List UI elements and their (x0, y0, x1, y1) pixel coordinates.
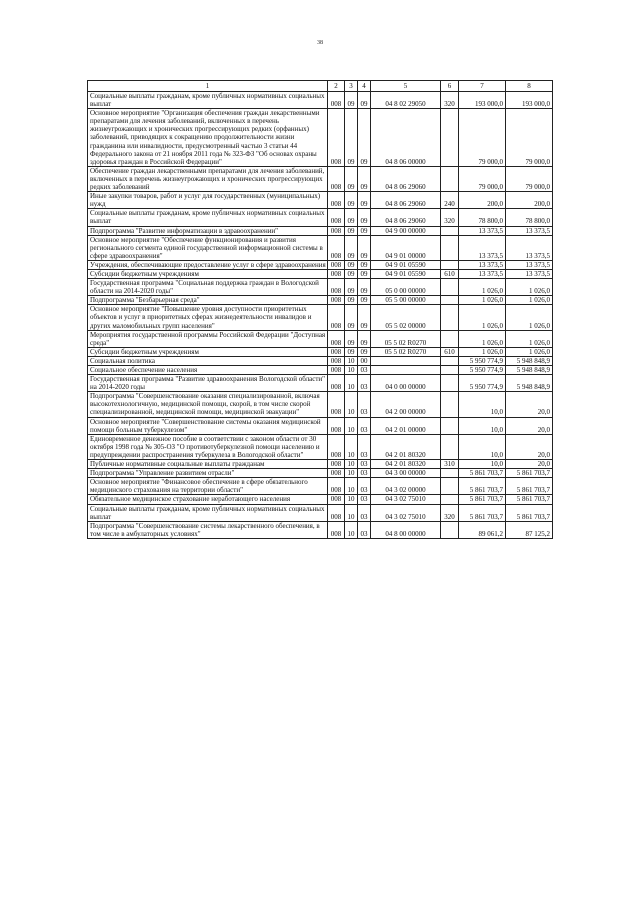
amount-year-1-cell: 13 373,5 (459, 260, 506, 269)
ministry-code-cell: 008 (328, 109, 345, 167)
column-header: 1 (88, 81, 328, 92)
row-name-cell: Социальные выплаты гражданам, кроме публичных нормативных социальных выплат (88, 504, 328, 521)
amount-year-2-cell: 5 948 848,9 (506, 366, 553, 375)
amount-year-1-cell: 5 861 703,7 (459, 469, 506, 478)
section-code-cell: 09 (345, 209, 358, 226)
amount-year-2-cell: 1 026,0 (506, 305, 553, 330)
ministry-code-cell: 008 (328, 92, 345, 109)
ministry-code-cell: 008 (328, 305, 345, 330)
section-code-cell: 10 (345, 521, 358, 538)
subsection-code-cell: 09 (358, 166, 371, 191)
section-code-cell: 09 (345, 279, 358, 296)
column-header: 2 (328, 81, 345, 92)
section-code-cell: 10 (345, 366, 358, 375)
amount-year-2-cell: 20,0 (506, 434, 553, 459)
amount-year-2-cell: 13 373,5 (506, 269, 553, 278)
subsection-code-cell: 03 (358, 417, 371, 434)
ministry-code-cell: 008 (328, 330, 345, 347)
target-article-cell: 04 9 01 05590 (371, 269, 441, 278)
row-name-cell: Обеспечение граждан лекарственными препаратами для лечения заболеваний, включенных в перечень жизнеугрожающих и хронических прогрессирующих редких заболеваний (88, 166, 328, 191)
amount-year-2-cell: 79 000,0 (506, 109, 553, 167)
row-name-cell: Социальные выплаты гражданам, кроме публичных нормативных социальных выплат (88, 209, 328, 226)
column-header: 8 (506, 81, 553, 92)
row-name-cell: Основное мероприятие "Организация обеспечения граждан лекарственными препаратами для лечения заболеваний, включенных в перечень жизнеугрожающих и хронических прогрессирующих редких (орфанных) заболеваний, приводящих к сокращению продолжительности жизни гражданина или инвалидности, предусмотренный частью 3 статьи 44 Федерального закона от 21 ноября 2011 года № 323-ФЗ "Об основах охраны здоровья граждан в Российской Федерации" (88, 109, 328, 167)
amount-year-1-cell: 1 026,0 (459, 279, 506, 296)
expense-type-cell (441, 495, 459, 504)
row-name-cell: Мероприятия государственной программы Российской Федерации "Доступная среда" (88, 330, 328, 347)
subsection-code-cell: 09 (358, 296, 371, 305)
table-row (88, 434, 553, 459)
amount-year-2-cell: 193 000,0 (506, 92, 553, 109)
amount-year-2-cell: 20,0 (506, 417, 553, 434)
row-name-cell: Социальное обеспечение населения (88, 366, 328, 375)
row-name-cell: Основное мероприятие "Повышение уровня доступности приоритетных объектов и услуг в приоритетных сферах жизнедеятельности инвалидов и других маломобильных групп населения" (88, 305, 328, 330)
amount-year-1-cell: 5 950 774,9 (459, 375, 506, 392)
target-article-cell: 04 2 01 80320 (371, 460, 441, 469)
expense-type-cell (441, 356, 459, 365)
target-article-cell: 04 3 02 00000 (371, 478, 441, 495)
column-header: 7 (459, 81, 506, 92)
amount-year-1-cell: 13 373,5 (459, 269, 506, 278)
target-article-cell: 04 3 02 75010 (371, 495, 441, 504)
row-name-cell: Обязательное медицинское страхование неработающего населения (88, 495, 328, 504)
ministry-code-cell: 008 (328, 269, 345, 278)
ministry-code-cell: 008 (328, 260, 345, 269)
table-row (88, 521, 553, 538)
table-row (88, 460, 553, 469)
expense-type-cell: 610 (441, 269, 459, 278)
subsection-code-cell: 03 (358, 366, 371, 375)
ministry-code-cell: 008 (328, 166, 345, 191)
section-code-cell: 09 (345, 330, 358, 347)
amount-year-2-cell: 5 861 703,7 (506, 504, 553, 521)
target-article-cell (371, 356, 441, 365)
amount-year-1-cell: 79 000,0 (459, 166, 506, 191)
table-row (88, 226, 553, 235)
section-code-cell: 09 (345, 347, 358, 356)
column-header: 3 (345, 81, 358, 92)
amount-year-2-cell: 200,0 (506, 192, 553, 209)
expense-type-cell (441, 392, 459, 417)
expense-type-cell: 610 (441, 347, 459, 356)
subsection-code-cell: 09 (358, 279, 371, 296)
ministry-code-cell: 008 (328, 375, 345, 392)
amount-year-1-cell: 1 026,0 (459, 305, 506, 330)
section-code-cell: 09 (345, 305, 358, 330)
ministry-code-cell: 008 (328, 192, 345, 209)
ministry-code-cell: 008 (328, 226, 345, 235)
target-article-cell (371, 366, 441, 375)
ministry-code-cell: 008 (328, 235, 345, 260)
row-name-cell: Подпрограмма "Безбарьерная среда" (88, 296, 328, 305)
amount-year-1-cell: 1 026,0 (459, 296, 506, 305)
amount-year-1-cell: 193 000,0 (459, 92, 506, 109)
amount-year-1-cell: 5 950 774,9 (459, 366, 506, 375)
page-number: 38 (317, 40, 323, 46)
table-header-row (88, 81, 553, 92)
ministry-code-cell: 008 (328, 504, 345, 521)
section-code-cell: 10 (345, 417, 358, 434)
ministry-code-cell: 008 (328, 495, 345, 504)
ministry-code-cell: 008 (328, 417, 345, 434)
amount-year-2-cell: 5 948 848,9 (506, 356, 553, 365)
row-name-cell: Единовременное денежное пособие в соответствии с законом области от 30 октября 1998 года № 305-ОЗ "О противотуберкулезной помощи населению и предупреждении распространения туберкулеза в Вологодской области" (88, 434, 328, 459)
amount-year-2-cell: 1 026,0 (506, 330, 553, 347)
expense-type-cell: 320 (441, 209, 459, 226)
table-row (88, 375, 553, 392)
subsection-code-cell: 09 (358, 192, 371, 209)
table-row (88, 92, 553, 109)
table-row (88, 366, 553, 375)
expense-type-cell (441, 330, 459, 347)
table-row (88, 269, 553, 278)
target-article-cell: 05 5 02 R0270 (371, 330, 441, 347)
section-code-cell: 09 (345, 109, 358, 167)
amount-year-2-cell: 87 125,2 (506, 521, 553, 538)
budget-table (87, 80, 553, 539)
target-article-cell: 04 9 00 00000 (371, 226, 441, 235)
expense-type-cell (441, 434, 459, 459)
amount-year-1-cell: 13 373,5 (459, 235, 506, 260)
target-article-cell: 05 0 00 00000 (371, 279, 441, 296)
subsection-code-cell: 03 (358, 469, 371, 478)
subsection-code-cell: 09 (358, 347, 371, 356)
ministry-code-cell: 008 (328, 356, 345, 365)
expense-type-cell (441, 478, 459, 495)
amount-year-2-cell: 20,0 (506, 460, 553, 469)
subsection-code-cell: 09 (358, 269, 371, 278)
table-row (88, 330, 553, 347)
row-name-cell: Государственная программа "Развитие здравоохранения Вологодской области" на 2014-2020 годы (88, 375, 328, 392)
subsection-code-cell: 03 (358, 375, 371, 392)
table-row (88, 392, 553, 417)
amount-year-1-cell: 10,0 (459, 460, 506, 469)
expense-type-cell (441, 296, 459, 305)
amount-year-2-cell: 5 861 703,7 (506, 495, 553, 504)
amount-year-1-cell: 78 800,0 (459, 209, 506, 226)
amount-year-1-cell: 10,0 (459, 434, 506, 459)
section-code-cell: 10 (345, 495, 358, 504)
amount-year-2-cell: 78 800,0 (506, 209, 553, 226)
amount-year-1-cell: 79 000,0 (459, 109, 506, 167)
target-article-cell: 05 5 02 00000 (371, 305, 441, 330)
section-code-cell: 09 (345, 226, 358, 235)
ministry-code-cell: 008 (328, 279, 345, 296)
expense-type-cell (441, 109, 459, 167)
target-article-cell: 04 9 01 05590 (371, 260, 441, 269)
subsection-code-cell: 03 (358, 460, 371, 469)
table-row (88, 279, 553, 296)
table-row (88, 209, 553, 226)
table-row (88, 417, 553, 434)
table-row (88, 260, 553, 269)
section-code-cell: 10 (345, 434, 358, 459)
table-row (88, 469, 553, 478)
target-article-cell: 04 8 06 29060 (371, 209, 441, 226)
subsection-code-cell: 03 (358, 521, 371, 538)
expense-type-cell (441, 166, 459, 191)
amount-year-1-cell: 5 950 774,9 (459, 356, 506, 365)
row-name-cell: Подпрограмма "Развитие информатизации в здравоохранении" (88, 226, 328, 235)
expense-type-cell (441, 260, 459, 269)
expense-type-cell (441, 279, 459, 296)
target-article-cell: 05 5 02 R0270 (371, 347, 441, 356)
subsection-code-cell: 03 (358, 504, 371, 521)
row-name-cell: Основное мероприятие "Обеспечение функционирования и развития регионального сегмента единой государственной информационной системы в сфере здравоохранения" (88, 235, 328, 260)
row-name-cell: Государственная программа "Социальная поддержка граждан в Вологодской области на 2014-2020 годы" (88, 279, 328, 296)
subsection-code-cell: 09 (358, 226, 371, 235)
expense-type-cell (441, 521, 459, 538)
column-header: 6 (441, 81, 459, 92)
row-name-cell: Основное мероприятие "Совершенствование системы оказания медицинской помощи больным туберкулезом" (88, 417, 328, 434)
table-row (88, 504, 553, 521)
row-name-cell: Подпрограмма "Совершенствование оказания специализированной, включая высокотехнологичную, медицинской помощи, скорой, в том числе скорой специализированной, медицинской помощи, медицинской эвакуации" (88, 392, 328, 417)
row-name-cell: Социальные выплаты гражданам, кроме публичных нормативных социальных выплат (88, 92, 328, 109)
ministry-code-cell: 008 (328, 460, 345, 469)
table-row (88, 296, 553, 305)
amount-year-1-cell: 200,0 (459, 192, 506, 209)
amount-year-1-cell: 1 026,0 (459, 330, 506, 347)
target-article-cell: 04 8 00 00000 (371, 521, 441, 538)
section-code-cell: 10 (345, 504, 358, 521)
section-code-cell: 10 (345, 469, 358, 478)
target-article-cell: 05 5 00 00000 (371, 296, 441, 305)
ministry-code-cell: 008 (328, 434, 345, 459)
expense-type-cell: 320 (441, 92, 459, 109)
ministry-code-cell: 008 (328, 366, 345, 375)
ministry-code-cell: 008 (328, 209, 345, 226)
amount-year-1-cell: 1 026,0 (459, 347, 506, 356)
subsection-code-cell: 09 (358, 109, 371, 167)
amount-year-2-cell: 5 861 703,7 (506, 478, 553, 495)
amount-year-2-cell: 20,0 (506, 392, 553, 417)
target-article-cell: 04 9 01 00000 (371, 235, 441, 260)
target-article-cell: 04 3 02 75010 (371, 504, 441, 521)
subsection-code-cell: 09 (358, 209, 371, 226)
target-article-cell: 04 3 00 00000 (371, 469, 441, 478)
target-article-cell: 04 0 00 00000 (371, 375, 441, 392)
expense-type-cell (441, 226, 459, 235)
section-code-cell: 10 (345, 356, 358, 365)
section-code-cell: 10 (345, 460, 358, 469)
target-article-cell: 04 8 02 29050 (371, 92, 441, 109)
section-code-cell: 09 (345, 260, 358, 269)
expense-type-cell (441, 417, 459, 434)
section-code-cell: 10 (345, 478, 358, 495)
row-name-cell: Публичные нормативные социальные выплаты гражданам (88, 460, 328, 469)
row-name-cell: Субсидии бюджетным учреждениям (88, 269, 328, 278)
target-article-cell: 04 2 00 00000 (371, 392, 441, 417)
subsection-code-cell: 03 (358, 392, 371, 417)
section-code-cell: 10 (345, 392, 358, 417)
row-name-cell: Основное мероприятие "Финансовое обеспечение в сфере обязательного медицинского страхования на территории области" (88, 478, 328, 495)
row-name-cell: Подпрограмма "Совершенствование системы лекарственного обеспечения, в том числе в амбулаторных условиях" (88, 521, 328, 538)
expense-type-cell: 240 (441, 192, 459, 209)
section-code-cell: 09 (345, 166, 358, 191)
subsection-code-cell: 09 (358, 260, 371, 269)
amount-year-1-cell: 13 373,5 (459, 226, 506, 235)
ministry-code-cell: 008 (328, 469, 345, 478)
subsection-code-cell: 09 (358, 235, 371, 260)
table-row (88, 235, 553, 260)
subsection-code-cell: 03 (358, 434, 371, 459)
table-row (88, 192, 553, 209)
target-article-cell: 04 8 06 29060 (371, 166, 441, 191)
section-code-cell: 10 (345, 375, 358, 392)
amount-year-1-cell: 5 861 703,7 (459, 478, 506, 495)
table-row (88, 305, 553, 330)
amount-year-2-cell: 79 000,0 (506, 166, 553, 191)
amount-year-1-cell: 89 061,2 (459, 521, 506, 538)
subsection-code-cell: 03 (358, 495, 371, 504)
target-article-cell: 04 2 01 00000 (371, 417, 441, 434)
subsection-code-cell: 09 (358, 330, 371, 347)
section-code-cell: 09 (345, 296, 358, 305)
table-row (88, 109, 553, 167)
table-row (88, 166, 553, 191)
amount-year-2-cell: 1 026,0 (506, 296, 553, 305)
ministry-code-cell: 008 (328, 521, 345, 538)
amount-year-2-cell: 13 373,5 (506, 235, 553, 260)
expense-type-cell (441, 469, 459, 478)
subsection-code-cell: 09 (358, 92, 371, 109)
amount-year-1-cell: 10,0 (459, 392, 506, 417)
expense-type-cell: 310 (441, 460, 459, 469)
ministry-code-cell: 008 (328, 296, 345, 305)
subsection-code-cell: 09 (358, 305, 371, 330)
ministry-code-cell: 008 (328, 392, 345, 417)
target-article-cell: 04 8 06 00000 (371, 109, 441, 167)
ministry-code-cell: 008 (328, 478, 345, 495)
row-name-cell: Подпрограмма "Управление развитием отрасли" (88, 469, 328, 478)
expense-type-cell (441, 235, 459, 260)
amount-year-1-cell: 5 861 703,7 (459, 495, 506, 504)
amount-year-2-cell: 5 861 703,7 (506, 469, 553, 478)
subsection-code-cell: 00 (358, 356, 371, 365)
amount-year-1-cell: 5 861 703,7 (459, 504, 506, 521)
column-header: 4 (358, 81, 371, 92)
target-article-cell: 04 2 01 80320 (371, 434, 441, 459)
amount-year-1-cell: 10,0 (459, 417, 506, 434)
amount-year-2-cell: 1 026,0 (506, 279, 553, 296)
expense-type-cell (441, 305, 459, 330)
row-name-cell: Учреждения, обеспечивающие предоставление услуг в сфере здравоохранения (88, 260, 328, 269)
table-row (88, 478, 553, 495)
ministry-code-cell: 008 (328, 347, 345, 356)
expense-type-cell (441, 375, 459, 392)
section-code-cell: 09 (345, 92, 358, 109)
table-row (88, 347, 553, 356)
subsection-code-cell: 03 (358, 478, 371, 495)
table-row (88, 356, 553, 365)
column-header: 5 (371, 81, 441, 92)
amount-year-2-cell: 5 948 848,9 (506, 375, 553, 392)
row-name-cell: Социальная политика (88, 356, 328, 365)
table-row (88, 495, 553, 504)
amount-year-2-cell: 1 026,0 (506, 347, 553, 356)
section-code-cell: 09 (345, 235, 358, 260)
target-article-cell: 04 8 06 29060 (371, 192, 441, 209)
expense-type-cell (441, 366, 459, 375)
section-code-cell: 09 (345, 192, 358, 209)
expense-type-cell: 320 (441, 504, 459, 521)
section-code-cell: 09 (345, 269, 358, 278)
amount-year-2-cell: 13 373,5 (506, 226, 553, 235)
amount-year-2-cell: 13 373,5 (506, 260, 553, 269)
row-name-cell: Иные закупки товаров, работ и услуг для государственных (муниципальных) нужд (88, 192, 328, 209)
row-name-cell: Субсидии бюджетным учреждениям (88, 347, 328, 356)
